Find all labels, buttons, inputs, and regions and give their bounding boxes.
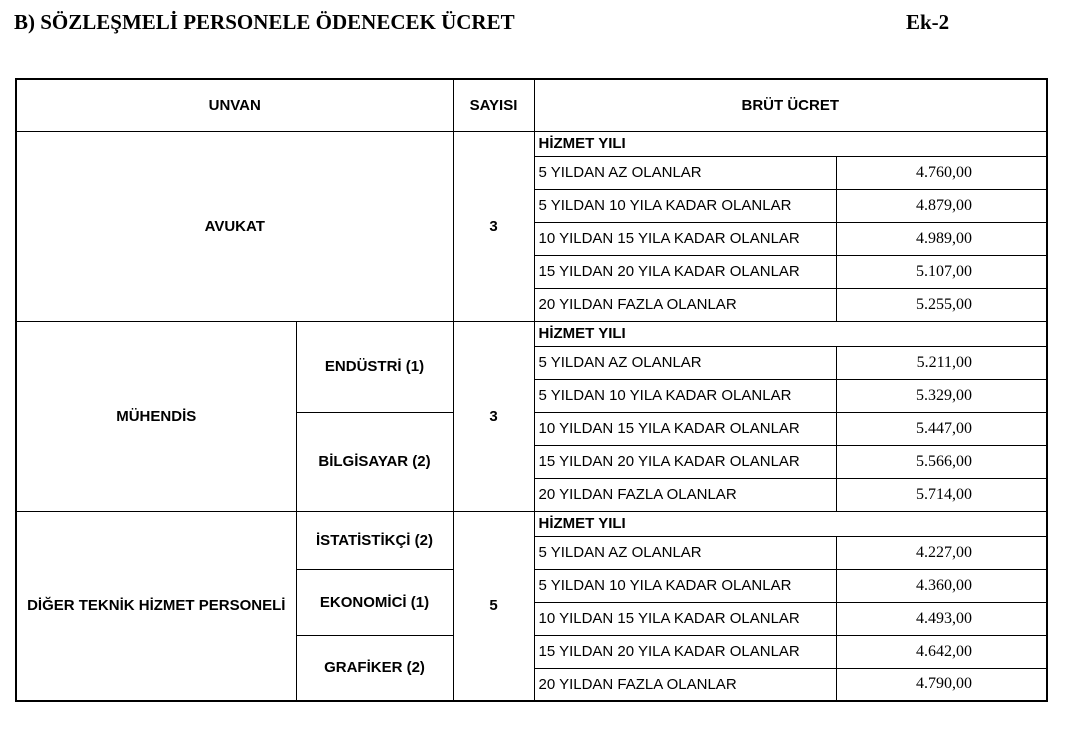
row-value: 4.879,00 [836,189,1047,222]
subtitle-computer: BİLGİSAYAR (2) [296,412,453,511]
subtitle-statistician: İSTATİSTİKÇİ (2) [296,511,453,569]
table-row [16,321,1047,346]
row-desc: 20 YILDAN FAZLA OLANLAR [534,288,836,321]
row-value: 4.790,00 [836,668,1047,701]
column-header-title: UNVAN [16,79,453,131]
subtitle-graphic-designer: GRAFİKER (2) [296,635,453,701]
row-desc: 10 YILDAN 15 YILA KADAR OLANLAR [534,222,836,255]
subtitle-industrial: ENDÜSTRİ (1) [296,321,453,412]
row-desc: 5 YILDAN AZ OLANLAR [534,536,836,569]
table-header-row [16,79,1047,131]
row-value: 4.760,00 [836,156,1047,189]
service-year-label: HİZMET YILI [534,131,1047,156]
service-year-label: HİZMET YILI [534,511,1047,536]
group-title-engineer: MÜHENDİS [16,321,296,511]
row-value: 4.989,00 [836,222,1047,255]
row-desc: 5 YILDAN 10 YILA KADAR OLANLAR [534,379,836,412]
group-count-other-technical: 5 [453,511,534,701]
row-desc: 15 YILDAN 20 YILA KADAR OLANLAR [534,635,836,668]
row-value: 5.329,00 [836,379,1047,412]
column-header-gross: BRÜT ÜCRET [534,79,1047,131]
group-count-engineer: 3 [453,321,534,511]
row-value: 4.227,00 [836,536,1047,569]
row-desc: 20 YILDAN FAZLA OLANLAR [534,668,836,701]
salary-table [15,78,1048,702]
row-desc: 5 YILDAN AZ OLANLAR [534,346,836,379]
group-count-lawyer: 3 [453,131,534,321]
row-value: 5.714,00 [836,478,1047,511]
table-row [16,131,1047,156]
row-value: 4.493,00 [836,602,1047,635]
row-desc: 5 YILDAN 10 YILA KADAR OLANLAR [534,189,836,222]
service-year-label: HİZMET YILI [534,321,1047,346]
column-header-count: SAYISI [453,79,534,131]
row-desc: 15 YILDAN 20 YILA KADAR OLANLAR [534,445,836,478]
row-desc: 15 YILDAN 20 YILA KADAR OLANLAR [534,255,836,288]
annex-label: Ek-2 [906,10,950,34]
row-value: 5.255,00 [836,288,1047,321]
row-desc: 20 YILDAN FAZLA OLANLAR [534,478,836,511]
row-value: 5.107,00 [836,255,1047,288]
row-value: 5.447,00 [836,412,1047,445]
row-value: 4.360,00 [836,569,1047,602]
row-value: 5.566,00 [836,445,1047,478]
row-desc: 5 YILDAN AZ OLANLAR [534,156,836,189]
row-value: 5.211,00 [836,346,1047,379]
group-title-other-technical: DİĞER TEKNİK HİZMET PERSONELİ [16,511,296,701]
row-desc: 10 YILDAN 15 YILA KADAR OLANLAR [534,602,836,635]
row-desc: 5 YILDAN 10 YILA KADAR OLANLAR [534,569,836,602]
subtitle-economist: EKONOMİCİ (1) [296,569,453,635]
row-desc: 10 YILDAN 15 YILA KADAR OLANLAR [534,412,836,445]
document-title: B) SÖZLEŞMELİ PERSONELE ÖDENECEK ÜCRET [14,10,515,34]
table-row [16,511,1047,536]
group-title-lawyer: AVUKAT [16,131,453,321]
row-value: 4.642,00 [836,635,1047,668]
